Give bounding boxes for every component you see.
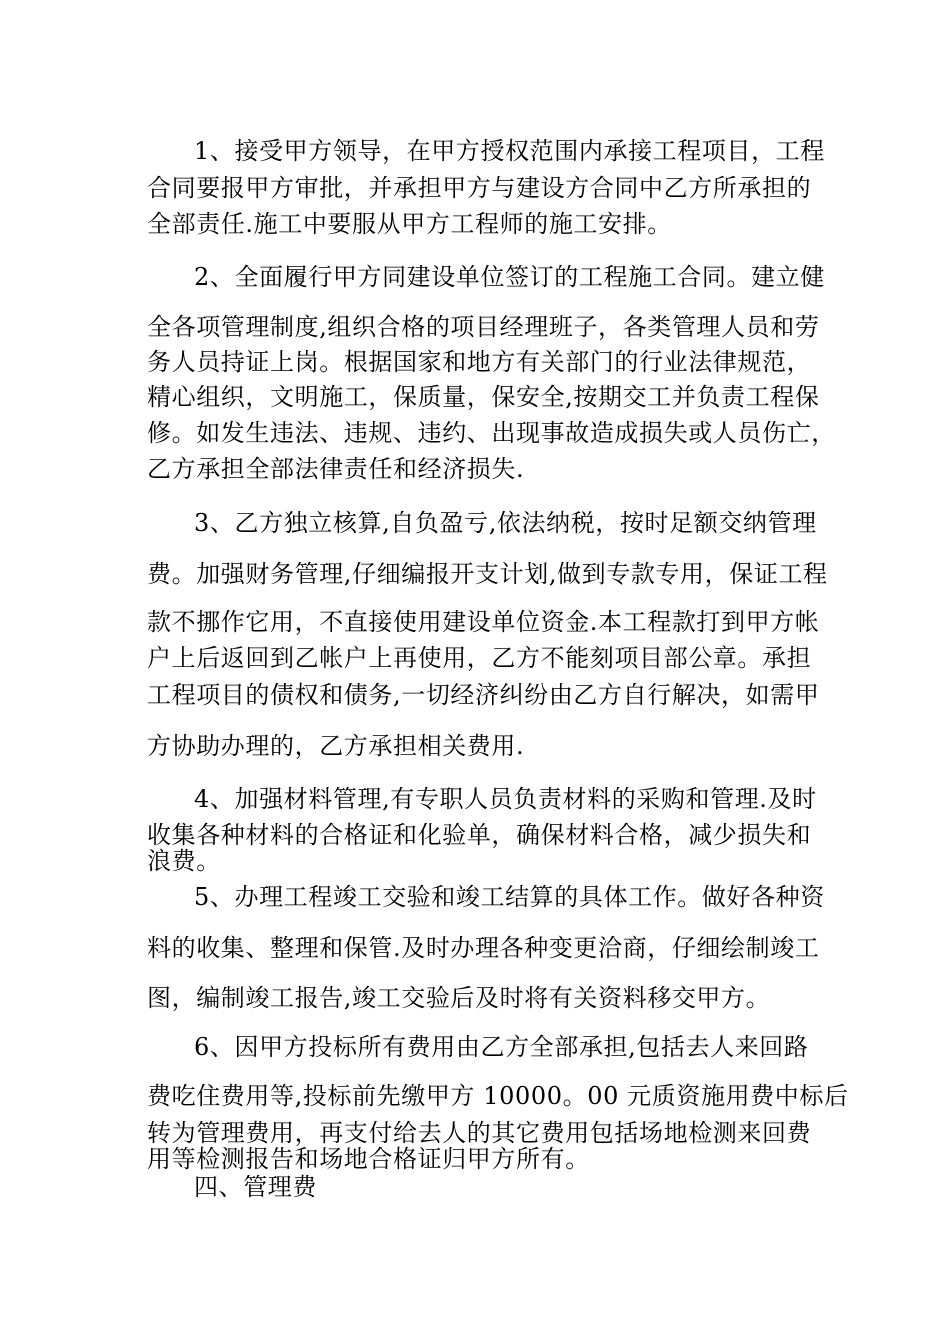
- paragraph-4-line-3: 浪费。: [147, 847, 221, 875]
- paragraph-6-line-3: 转为管理费用，再支付给去人的其它费用包括场地检测来回费: [147, 1119, 812, 1147]
- paragraph-1-line-1: 1、接受甲方领导，在甲方授权范围内承接工程项目，工程: [194, 137, 825, 165]
- paragraph-2-line-5: 修。如发生违法、违规、违约、出现事故造成损失或人员伤亡，: [147, 419, 836, 447]
- paragraph-3-line-4: 户上后返回到乙帐户上再使用，乙方不能刻项目部公章。承担: [147, 644, 812, 672]
- paragraph-6-line-1: 6、因甲方投标所有费用由乙方全部承担,包括去人来回路: [194, 1033, 809, 1061]
- paragraph-2-line-1: 2、全面履行甲方同建设单位签订的工程施工合同。建立健: [194, 263, 825, 291]
- paragraph-5-line-3: 图，编制竣工报告,竣工交验后及时将有关资料移交甲方。: [147, 984, 771, 1012]
- paragraph-2-line-6: 乙方承担全部法律责任和经济损失.: [147, 455, 525, 483]
- paragraph-4-line-2: 收集各种材料的合格证和化验单，确保材料合格，减少损失和: [147, 821, 812, 849]
- paragraph-5-line-2: 料的收集、整理和保管.及时办理各种变更洽商，仔细绘制竣工: [147, 934, 820, 962]
- section-heading-management-fee: 四、管理费: [194, 1173, 317, 1201]
- paragraph-6-line-2: 费吃住费用等,投标前先缴甲方 10000。00 元质资施用费中标后: [147, 1082, 849, 1110]
- paragraph-3-line-3: 款不挪作它用，不直接使用建设单位资金.本工程款打到甲方帐: [147, 608, 820, 636]
- paragraph-2-line-4: 精心组织，文明施工，保质量，保安全,按期交工并负责工程保: [147, 383, 820, 411]
- paragraph-6-line-4: 用等检测报告和场地合格证归甲方所有。: [147, 1145, 590, 1173]
- paragraph-3-line-5: 工程项目的债权和债务,一切经济纠纷由乙方自行解决，如需甲: [147, 681, 820, 709]
- paragraph-1-line-2: 合同要报甲方审批，并承担甲方与建设方合同中乙方所承担的: [147, 174, 812, 202]
- paragraph-5-line-1: 5、办理工程竣工交验和竣工结算的具体工作。做好各种资: [194, 883, 825, 911]
- paragraph-3-line-1: 3、乙方独立核算,自负盈亏,依法纳税，按时足额交纳管理: [194, 509, 817, 537]
- paragraph-2-line-2: 全各项管理制度,组织合格的项目经理班子，各类管理人员和劳: [147, 313, 820, 341]
- paragraph-3-line-6: 方协助办理的，乙方承担相关费用.: [147, 732, 525, 760]
- paragraph-1-line-3: 全部责任.施工中要服从甲方工程师的施工安排。: [147, 210, 672, 238]
- paragraph-2-line-3: 务人员持证上岗。根据国家和地方有关部门的行业法律规范，: [147, 348, 812, 376]
- paragraph-3-line-2: 费。加强财务管理,仔细编报开支计划,做到专款专用，保证工程: [147, 560, 828, 588]
- paragraph-4-line-1: 4、加强材料管理,有专职人员负责材料的采购和管理.及时: [194, 785, 817, 813]
